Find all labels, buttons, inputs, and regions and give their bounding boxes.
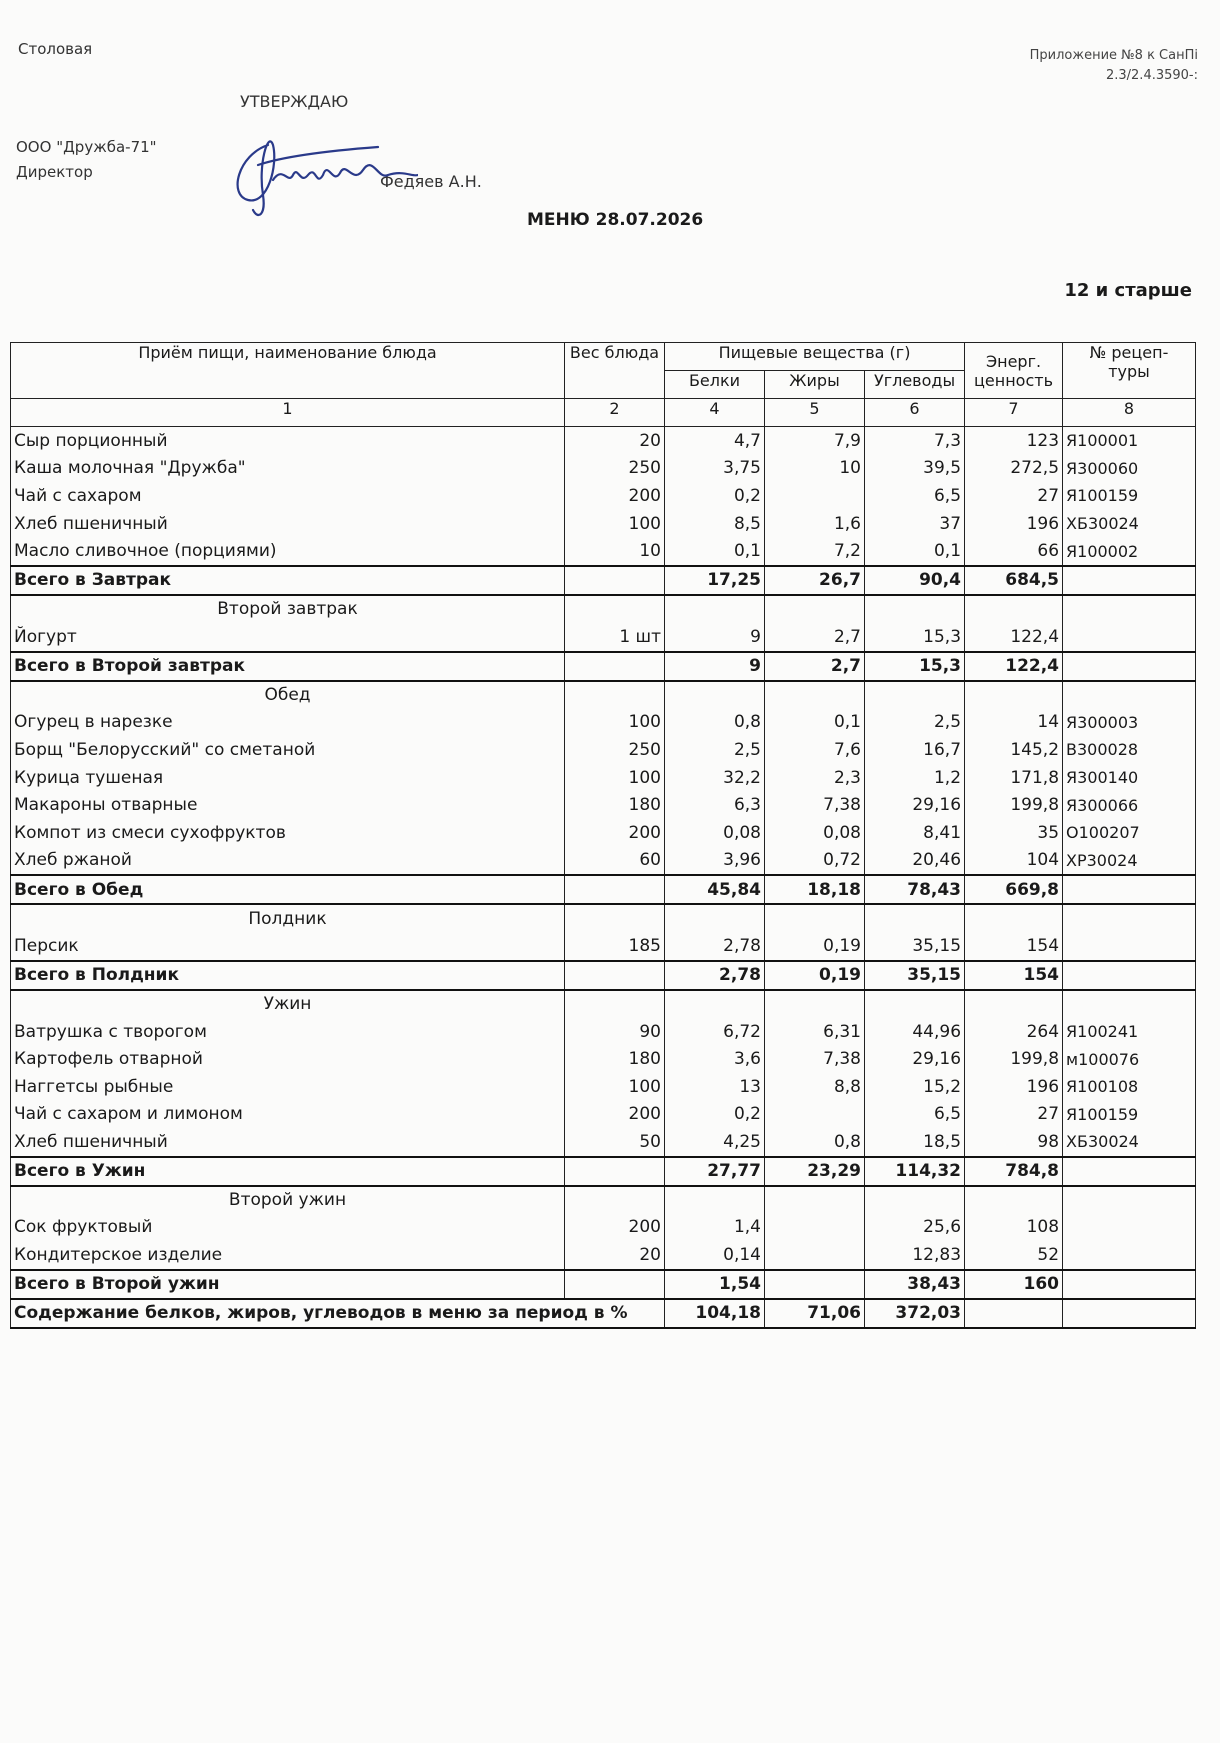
dish-carbs: 29,16: [865, 791, 965, 819]
table-row: [11, 1214, 1196, 1242]
total-fat: 0,19: [765, 961, 865, 990]
col-num: 6: [865, 399, 965, 427]
dish-fat: 0,72: [765, 847, 865, 876]
table-row: [11, 764, 1196, 792]
col-recipe-line-1: № рецеп-: [1089, 343, 1169, 362]
table-row: [11, 736, 1196, 764]
col-num: 8: [1063, 399, 1196, 427]
col-recipe-header: [1063, 343, 1196, 399]
dish-name: Борщ "Белорусский" со сметаной: [11, 736, 565, 764]
empty-cell: [765, 1186, 865, 1214]
dish-name: Хлеб ржаной: [11, 847, 565, 876]
table-row: [11, 819, 1196, 847]
empty-cell: [565, 595, 665, 623]
dish-recipe: Я100108: [1063, 1073, 1196, 1101]
dish-protein: 3,6: [665, 1045, 765, 1073]
menu-title: МЕНЮ 28.07.2026: [527, 210, 704, 230]
col-energy-header: [965, 343, 1063, 399]
col-num: 4: [665, 399, 765, 427]
dish-carbs: 7,3: [865, 427, 965, 455]
menu-body: [11, 427, 1196, 1328]
dish-name: Сыр порционный: [11, 427, 565, 455]
section-name: Обед: [11, 681, 565, 709]
dish-weight: 100: [565, 709, 665, 737]
dish-name: Хлеб пшеничный: [11, 1128, 565, 1157]
dish-weight: 250: [565, 736, 665, 764]
dish-weight: 100: [565, 764, 665, 792]
dish-protein: 0,1: [665, 537, 765, 566]
total-protein: 1,54: [665, 1270, 765, 1299]
dish-name: Каша молочная "Дружба": [11, 455, 565, 483]
empty-cell: [565, 566, 665, 595]
dish-protein: 8,5: [665, 510, 765, 538]
dish-recipe: Я100241: [1063, 1018, 1196, 1046]
dish-name: Макароны отварные: [11, 791, 565, 819]
empty-cell: [565, 1186, 665, 1214]
dish-fat: 2,3: [765, 764, 865, 792]
total-row: [11, 1157, 1196, 1186]
table-row: [11, 1045, 1196, 1073]
table-row: [11, 1018, 1196, 1046]
dish-fat: 0,8: [765, 1128, 865, 1157]
section-header-row: [11, 904, 1196, 932]
dish-recipe: В300028: [1063, 736, 1196, 764]
empty-cell: [1063, 1270, 1196, 1299]
section-header-row: [11, 990, 1196, 1018]
dish-recipe: Я100002: [1063, 537, 1196, 566]
dish-energy: 154: [965, 932, 1063, 961]
menu-table: [10, 342, 1196, 1329]
dish-fat: [765, 482, 865, 510]
dish-fat: [765, 1241, 865, 1270]
total-label: Всего в Завтрак: [11, 566, 565, 595]
dish-carbs: 15,2: [865, 1073, 965, 1101]
dish-carbs: 29,16: [865, 1045, 965, 1073]
signer-name: Федяев А.Н.: [380, 172, 482, 191]
empty-cell: [665, 990, 765, 1018]
dish-fat: 6,31: [765, 1018, 865, 1046]
empty-cell: [965, 1299, 1063, 1328]
dish-energy: 108: [965, 1214, 1063, 1242]
summary-fat: 71,06: [765, 1299, 865, 1328]
table-row: [11, 427, 1196, 455]
dish-name: Ватрушка с творогом: [11, 1018, 565, 1046]
dish-energy: 171,8: [965, 764, 1063, 792]
total-carbs: 78,43: [865, 875, 965, 904]
dish-weight: 1 шт: [565, 623, 665, 652]
dish-weight: 100: [565, 510, 665, 538]
section-name: Ужин: [11, 990, 565, 1018]
dish-energy: 199,8: [965, 791, 1063, 819]
table-row: [11, 510, 1196, 538]
table-row: [11, 709, 1196, 737]
dish-name: Чай с сахаром: [11, 482, 565, 510]
dish-recipe: м100076: [1063, 1045, 1196, 1073]
org-left-top: Столовая: [18, 40, 93, 58]
dish-carbs: 12,83: [865, 1241, 965, 1270]
dish-weight: 60: [565, 847, 665, 876]
dish-fat: 0,1: [765, 709, 865, 737]
dish-fat: 0,19: [765, 932, 865, 961]
dish-weight: 200: [565, 482, 665, 510]
empty-cell: [865, 1186, 965, 1214]
dish-carbs: 25,6: [865, 1214, 965, 1242]
col-energy-line-2: ценность: [974, 370, 1054, 390]
dish-protein: 0,2: [665, 1101, 765, 1129]
dish-fat: [765, 1101, 865, 1129]
dish-fat: 1,6: [765, 510, 865, 538]
dish-protein: 9: [665, 623, 765, 652]
empty-cell: [765, 681, 865, 709]
summary-row: [11, 1299, 1196, 1328]
dish-weight: 200: [565, 1101, 665, 1129]
dish-protein: 0,8: [665, 709, 765, 737]
dish-energy: 123: [965, 427, 1063, 455]
empty-cell: [965, 595, 1063, 623]
empty-cell: [965, 681, 1063, 709]
dish-energy: 104: [965, 847, 1063, 876]
dish-name: Огурец в нарезке: [11, 709, 565, 737]
empty-cell: [1063, 652, 1196, 681]
dish-fat: 2,7: [765, 623, 865, 652]
total-protein: 27,77: [665, 1157, 765, 1186]
dish-recipe: ХБ30024: [1063, 1128, 1196, 1157]
dish-name: Картофель отварной: [11, 1045, 565, 1073]
dish-energy: 196: [965, 1073, 1063, 1101]
dish-protein: 6,72: [665, 1018, 765, 1046]
total-carbs: 114,32: [865, 1157, 965, 1186]
total-carbs: 90,4: [865, 566, 965, 595]
empty-cell: [965, 904, 1063, 932]
empty-cell: [1063, 1299, 1196, 1328]
dish-recipe: [1063, 932, 1196, 961]
dish-name: Кондитерское изделие: [11, 1241, 565, 1270]
empty-cell: [665, 1186, 765, 1214]
table-row: [11, 455, 1196, 483]
empty-cell: [565, 1270, 665, 1299]
approve-label: УТВЕРЖДАЮ: [240, 92, 349, 111]
dish-protein: 3,75: [665, 455, 765, 483]
dish-protein: 13: [665, 1073, 765, 1101]
dish-energy: 98: [965, 1128, 1063, 1157]
empty-cell: [1063, 595, 1196, 623]
dish-recipe: ХР30024: [1063, 847, 1196, 876]
empty-cell: [865, 990, 965, 1018]
empty-cell: [1063, 961, 1196, 990]
dish-weight: 250: [565, 455, 665, 483]
dish-name: Наггетсы рыбные: [11, 1073, 565, 1101]
summary-protein: 104,18: [665, 1299, 765, 1328]
section-header-row: [11, 595, 1196, 623]
total-row: [11, 961, 1196, 990]
dish-protein: 4,7: [665, 427, 765, 455]
dish-carbs: 39,5: [865, 455, 965, 483]
total-label: Всего в Второй ужин: [11, 1270, 565, 1299]
dish-recipe: Я100001: [1063, 427, 1196, 455]
empty-cell: [965, 1186, 1063, 1214]
dish-energy: 27: [965, 1101, 1063, 1129]
col-num: 7: [965, 399, 1063, 427]
empty-cell: [1063, 566, 1196, 595]
dish-weight: 90: [565, 1018, 665, 1046]
total-protein: 2,78: [665, 961, 765, 990]
dish-carbs: 6,5: [865, 482, 965, 510]
dish-energy: 52: [965, 1241, 1063, 1270]
empty-cell: [565, 652, 665, 681]
col-protein-header: Белки: [665, 371, 765, 399]
col-fat-header: Жиры: [765, 371, 865, 399]
dish-fat: 7,2: [765, 537, 865, 566]
col-num: 2: [565, 399, 665, 427]
dish-protein: 1,4: [665, 1214, 765, 1242]
dish-energy: 145,2: [965, 736, 1063, 764]
total-label: Всего в Обед: [11, 875, 565, 904]
total-fat: [765, 1270, 865, 1299]
empty-cell: [1063, 904, 1196, 932]
dish-weight: 200: [565, 819, 665, 847]
total-energy: 122,4: [965, 652, 1063, 681]
dish-recipe: ХБ30024: [1063, 510, 1196, 538]
dish-recipe: [1063, 1241, 1196, 1270]
empty-cell: [865, 595, 965, 623]
dish-protein: 0,08: [665, 819, 765, 847]
dish-recipe: Я300066: [1063, 791, 1196, 819]
dish-energy: 272,5: [965, 455, 1063, 483]
appendix-line-1: Приложение №8 к СанПі: [1029, 48, 1198, 63]
age-group: 12 и старше: [1064, 280, 1192, 301]
total-energy: 160: [965, 1270, 1063, 1299]
section-name: Второй завтрак: [11, 595, 565, 623]
dish-recipe: Я100159: [1063, 1101, 1196, 1129]
col-energy-line-1: Энерг.: [985, 351, 1042, 371]
total-protein: 17,25: [665, 566, 765, 595]
empty-cell: [565, 961, 665, 990]
empty-cell: [765, 904, 865, 932]
header-row: [11, 343, 1196, 371]
dish-carbs: 0,1: [865, 537, 965, 566]
dish-protein: 32,2: [665, 764, 765, 792]
dish-protein: 6,3: [665, 791, 765, 819]
empty-cell: [565, 875, 665, 904]
empty-cell: [565, 904, 665, 932]
table-row: [11, 623, 1196, 652]
dish-carbs: 44,96: [865, 1018, 965, 1046]
total-energy: 669,8: [965, 875, 1063, 904]
total-fat: 18,18: [765, 875, 865, 904]
table-row: [11, 791, 1196, 819]
dish-weight: 180: [565, 1045, 665, 1073]
dish-protein: 2,5: [665, 736, 765, 764]
dish-carbs: 6,5: [865, 1101, 965, 1129]
dish-name: Курица тушеная: [11, 764, 565, 792]
section-header-row: [11, 681, 1196, 709]
dish-energy: 122,4: [965, 623, 1063, 652]
dish-recipe: [1063, 1214, 1196, 1242]
empty-cell: [865, 681, 965, 709]
total-row: [11, 1270, 1196, 1299]
section-header-row: [11, 1186, 1196, 1214]
total-label: Всего в Второй завтрак: [11, 652, 565, 681]
dish-name: Сок фруктовый: [11, 1214, 565, 1242]
dish-weight: 10: [565, 537, 665, 566]
summary-carbs: 372,03: [865, 1299, 965, 1328]
dish-fat: 7,9: [765, 427, 865, 455]
dish-fat: 0,08: [765, 819, 865, 847]
dish-fat: [765, 1214, 865, 1242]
col-carbs-header: Углеводы: [865, 371, 965, 399]
dish-protein: 4,25: [665, 1128, 765, 1157]
total-row: [11, 875, 1196, 904]
dish-name: Масло сливочное (порциями): [11, 537, 565, 566]
dish-carbs: 8,41: [865, 819, 965, 847]
dish-name: Персик: [11, 932, 565, 961]
empty-cell: [665, 904, 765, 932]
dish-fat: 7,38: [765, 791, 865, 819]
dish-carbs: 2,5: [865, 709, 965, 737]
empty-cell: [565, 990, 665, 1018]
dish-carbs: 1,2: [865, 764, 965, 792]
column-number-row: [11, 399, 1196, 427]
col-nutrients-header: Пищевые вещества (г): [665, 343, 965, 371]
dish-protein: 3,96: [665, 847, 765, 876]
dish-protein: 2,78: [665, 932, 765, 961]
total-carbs: 35,15: [865, 961, 965, 990]
dish-recipe: [1063, 623, 1196, 652]
dish-recipe: Я300060: [1063, 455, 1196, 483]
dish-carbs: 20,46: [865, 847, 965, 876]
empty-cell: [1063, 990, 1196, 1018]
dish-recipe: Я100159: [1063, 482, 1196, 510]
dish-name: Компот из смеси сухофруктов: [11, 819, 565, 847]
empty-cell: [665, 681, 765, 709]
dish-recipe: О100207: [1063, 819, 1196, 847]
table-row: [11, 932, 1196, 961]
dish-fat: 7,38: [765, 1045, 865, 1073]
dish-name: Хлеб пшеничный: [11, 510, 565, 538]
dish-fat: 8,8: [765, 1073, 865, 1101]
col-num: 5: [765, 399, 865, 427]
total-label: Всего в Полдник: [11, 961, 565, 990]
total-row: [11, 652, 1196, 681]
empty-cell: [1063, 875, 1196, 904]
empty-cell: [765, 595, 865, 623]
table-row: [11, 1073, 1196, 1101]
dish-carbs: 37: [865, 510, 965, 538]
total-protein: 45,84: [665, 875, 765, 904]
dish-recipe: Я300003: [1063, 709, 1196, 737]
empty-cell: [1063, 1157, 1196, 1186]
table-row: [11, 847, 1196, 876]
total-fat: 23,29: [765, 1157, 865, 1186]
empty-cell: [1063, 681, 1196, 709]
empty-cell: [1063, 1186, 1196, 1214]
dish-fat: 10: [765, 455, 865, 483]
dish-energy: 196: [965, 510, 1063, 538]
total-energy: 154: [965, 961, 1063, 990]
dish-energy: 199,8: [965, 1045, 1063, 1073]
position-label: Директор: [16, 163, 93, 181]
dish-name: Йогурт: [11, 623, 565, 652]
dish-carbs: 35,15: [865, 932, 965, 961]
total-energy: 784,8: [965, 1157, 1063, 1186]
section-name: Второй ужин: [11, 1186, 565, 1214]
empty-cell: [565, 1157, 665, 1186]
dish-carbs: 18,5: [865, 1128, 965, 1157]
table-row: [11, 1241, 1196, 1270]
total-fat: 2,7: [765, 652, 865, 681]
appendix-line-2: 2.3/2.4.3590-:: [1105, 68, 1198, 83]
total-carbs: 15,3: [865, 652, 965, 681]
total-row: [11, 566, 1196, 595]
empty-cell: [765, 990, 865, 1018]
col-recipe-line-2: туры: [1108, 362, 1150, 381]
total-energy: 684,5: [965, 566, 1063, 595]
dish-protein: 0,2: [665, 482, 765, 510]
table-row: [11, 1101, 1196, 1129]
total-fat: 26,7: [765, 566, 865, 595]
empty-cell: [965, 990, 1063, 1018]
col-name-header: Приём пищи, наименование блюда: [11, 343, 565, 399]
dish-name: Чай с сахаром и лимоном: [11, 1101, 565, 1129]
empty-cell: [865, 904, 965, 932]
signature-icon: [228, 125, 418, 220]
total-carbs: 38,43: [865, 1270, 965, 1299]
section-name: Полдник: [11, 904, 565, 932]
dish-weight: 185: [565, 932, 665, 961]
dish-energy: 35: [965, 819, 1063, 847]
col-weight-header: Вес блюда: [565, 343, 665, 399]
dish-weight: 100: [565, 1073, 665, 1101]
dish-protein: 0,14: [665, 1241, 765, 1270]
dish-weight: 20: [565, 1241, 665, 1270]
dish-energy: 66: [965, 537, 1063, 566]
dish-weight: 180: [565, 791, 665, 819]
summary-label: Содержание белков, жиров, углеводов в меню за период в %: [11, 1299, 665, 1328]
total-label: Всего в Ужин: [11, 1157, 565, 1186]
org-name: ООО "Дружба-71": [16, 138, 157, 156]
dish-weight: 50: [565, 1128, 665, 1157]
dish-carbs: 16,7: [865, 736, 965, 764]
dish-recipe: Я300140: [1063, 764, 1196, 792]
dish-fat: 7,6: [765, 736, 865, 764]
dish-energy: 264: [965, 1018, 1063, 1046]
empty-cell: [665, 595, 765, 623]
empty-cell: [565, 681, 665, 709]
table-row: [11, 1128, 1196, 1157]
col-num: 1: [11, 399, 565, 427]
dish-carbs: 15,3: [865, 623, 965, 652]
dish-weight: 20: [565, 427, 665, 455]
dish-weight: 200: [565, 1214, 665, 1242]
table-row: [11, 537, 1196, 566]
total-protein: 9: [665, 652, 765, 681]
dish-energy: 27: [965, 482, 1063, 510]
dish-energy: 14: [965, 709, 1063, 737]
table-row: [11, 482, 1196, 510]
